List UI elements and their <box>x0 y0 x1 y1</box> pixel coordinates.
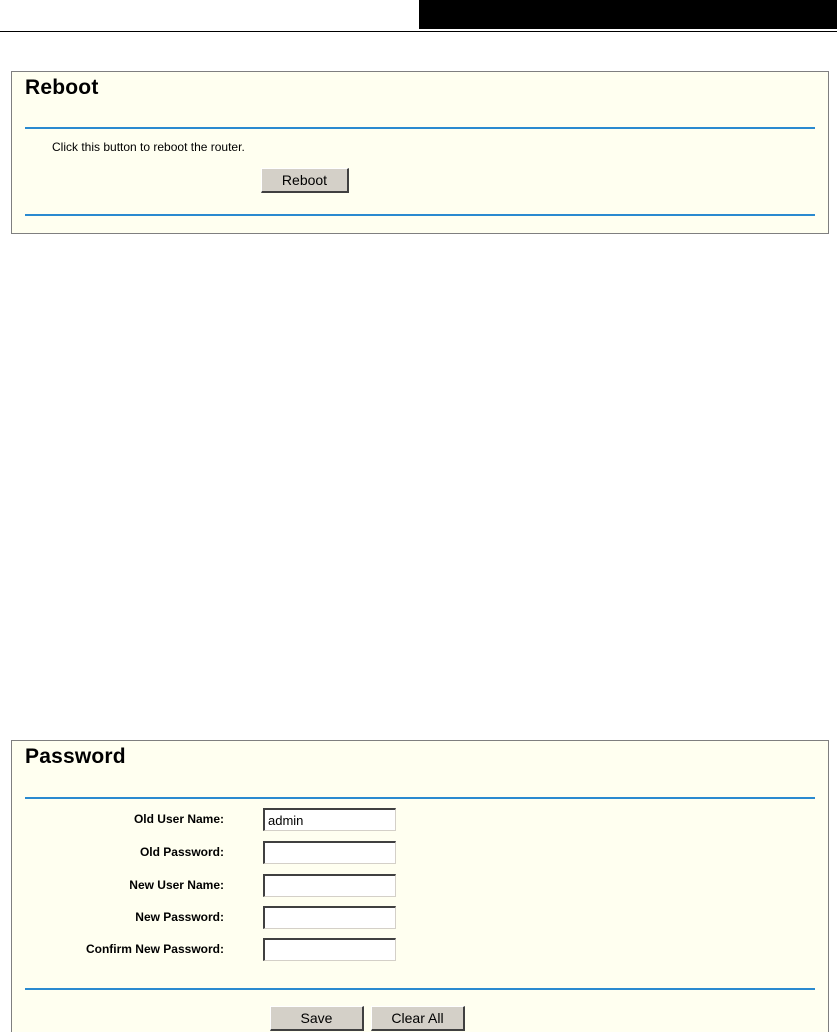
reboot-bottom-divider <box>25 214 815 216</box>
password-bottom-divider <box>25 988 815 990</box>
page-header <box>0 0 837 32</box>
confirm-new-password-label: Confirm New Password: <box>85 942 224 956</box>
new-password-input[interactable] <box>263 906 396 929</box>
new-password-label: New Password: <box>135 910 224 924</box>
password-panel <box>11 740 829 1032</box>
clear-all-button[interactable]: Clear All <box>371 1006 465 1031</box>
reboot-top-divider <box>25 127 815 129</box>
old-password-input[interactable] <box>263 841 396 864</box>
save-button[interactable]: Save <box>270 1006 364 1031</box>
old-password-label: Old Password: <box>139 845 224 859</box>
reboot-button[interactable]: Reboot <box>261 168 349 193</box>
header-bar <box>419 0 837 29</box>
password-title: Password <box>25 745 126 768</box>
new-user-name-label: New User Name: <box>129 878 224 892</box>
reboot-panel <box>11 71 829 234</box>
confirm-new-password-input[interactable] <box>263 938 396 961</box>
password-top-divider <box>25 797 815 799</box>
new-user-name-input[interactable] <box>263 874 396 897</box>
reboot-title: Reboot <box>25 76 99 99</box>
old-user-name-input[interactable] <box>263 808 396 831</box>
old-user-name-label: Old User Name: <box>133 812 224 826</box>
reboot-description: Click this button to reboot the router. <box>52 140 245 154</box>
